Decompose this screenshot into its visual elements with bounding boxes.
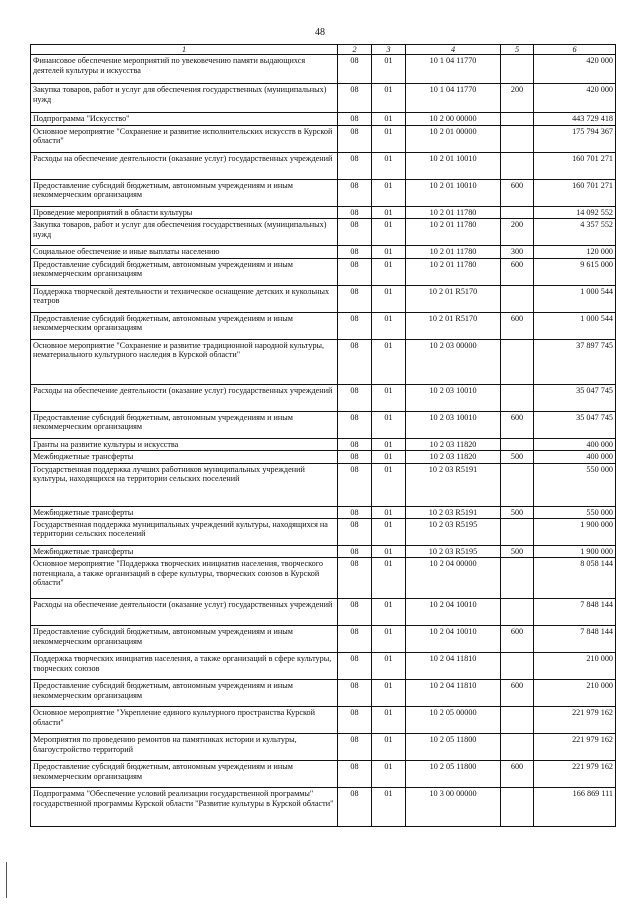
row-expense-type: 500 (501, 506, 534, 518)
row-name: Гранты на развитие культуры и искусства (31, 438, 338, 450)
row-expense-type: 500 (501, 451, 534, 463)
table-row (31, 55, 616, 84)
table-row (31, 451, 616, 463)
row-subsection: 01 (372, 384, 406, 411)
row-target-article: 10 2 01 11780 (406, 246, 501, 258)
row-subsection: 01 (372, 761, 406, 788)
row-section: 08 (338, 626, 372, 653)
row-subsection: 01 (372, 558, 406, 599)
row-amount: 221 979 162 (534, 734, 616, 761)
row-name: Финансовое обеспечение мероприятий по увековечению памяти выдающихся деятелей культуры и искусства (31, 55, 338, 84)
header-col-4: 4 (406, 45, 501, 55)
row-target-article: 10 2 04 00000 (406, 558, 501, 599)
table-body (31, 55, 616, 827)
table-row (31, 246, 616, 258)
row-amount: 14 092 552 (534, 206, 616, 218)
row-subsection: 01 (372, 55, 406, 84)
row-section: 08 (338, 125, 372, 152)
row-subsection: 01 (372, 206, 406, 218)
row-expense-type (501, 788, 534, 827)
table-row (31, 113, 616, 125)
row-subsection: 01 (372, 451, 406, 463)
row-expense-type (501, 339, 534, 384)
row-amount: 175 794 367 (534, 125, 616, 152)
row-amount: 210 000 (534, 680, 616, 707)
header-col-3: 3 (372, 45, 406, 55)
row-subsection: 01 (372, 518, 406, 545)
row-expense-type (501, 518, 534, 545)
row-amount: 7 848 144 (534, 626, 616, 653)
row-expense-type (501, 125, 534, 152)
row-subsection: 01 (372, 219, 406, 246)
row-expense-type: 600 (501, 411, 534, 438)
row-section: 08 (338, 179, 372, 206)
row-target-article: 10 2 03 R5195 (406, 545, 501, 557)
row-subsection: 01 (372, 506, 406, 518)
row-section: 08 (338, 411, 372, 438)
row-name: Расходы на обеспечение деятельности (оказание услуг) государственных учреждений (31, 152, 338, 179)
row-expense-type: 600 (501, 680, 534, 707)
row-name: Предоставление субсидий бюджетным, автономным учреждениям и иным некоммерческим организациям (31, 411, 338, 438)
row-target-article: 10 2 01 11780 (406, 219, 501, 246)
row-subsection: 01 (372, 653, 406, 680)
row-name: Межбюджетные трансферты (31, 451, 338, 463)
row-name: Мероприятия по проведению ремонтов на памятниках истории и культуры, благоустройство территорий (31, 734, 338, 761)
row-subsection: 01 (372, 599, 406, 626)
row-target-article: 10 2 04 10010 (406, 599, 501, 626)
row-target-article: 10 3 00 00000 (406, 788, 501, 827)
row-name: Подпрограмма "Искусство" (31, 113, 338, 125)
row-subsection: 01 (372, 707, 406, 734)
row-subsection: 01 (372, 285, 406, 312)
row-expense-type (501, 463, 534, 506)
row-subsection: 01 (372, 463, 406, 506)
row-name: Основное мероприятие "Поддержка творческих инициатив населения, творческого потенциала, а также организаций в сфере культуры, творческих союзов в Курской области" (31, 558, 338, 599)
row-name: Закупка товаров, работ и услуг для обеспечения государственных (муниципальных) нужд (31, 219, 338, 246)
table-row (31, 206, 616, 218)
row-subsection: 01 (372, 626, 406, 653)
table-row (31, 84, 616, 113)
row-amount: 8 058 144 (534, 558, 616, 599)
row-expense-type (501, 653, 534, 680)
row-subsection: 01 (372, 734, 406, 761)
table-row (31, 680, 616, 707)
row-expense-type (501, 558, 534, 599)
row-expense-type: 200 (501, 219, 534, 246)
table-row (31, 599, 616, 626)
row-subsection: 01 (372, 438, 406, 450)
row-amount: 1 900 000 (534, 545, 616, 557)
row-section: 08 (338, 438, 372, 450)
row-name: Закупка товаров, работ и услуг для обеспечения государственных (муниципальных) нужд (31, 84, 338, 113)
row-expense-type (501, 438, 534, 450)
row-section: 08 (338, 339, 372, 384)
row-subsection: 01 (372, 258, 406, 285)
row-target-article: 10 2 03 10010 (406, 411, 501, 438)
row-target-article: 10 1 04 11770 (406, 55, 501, 84)
row-subsection: 01 (372, 113, 406, 125)
table-row (31, 734, 616, 761)
table-row (31, 285, 616, 312)
row-amount: 420 000 (534, 84, 616, 113)
row-name: Государственная поддержка лучших работников муниципальных учреждений культуры, находящихся на территории сельских поселений (31, 463, 338, 506)
header-col-5: 5 (501, 45, 534, 55)
row-target-article: 10 2 03 00000 (406, 339, 501, 384)
row-expense-type (501, 707, 534, 734)
row-amount: 4 357 552 (534, 219, 616, 246)
budget-table (30, 44, 616, 827)
row-amount: 1 000 544 (534, 285, 616, 312)
row-section: 08 (338, 312, 372, 339)
row-target-article: 10 1 04 11770 (406, 84, 501, 113)
table-row (31, 219, 616, 246)
row-subsection: 01 (372, 179, 406, 206)
row-section: 08 (338, 152, 372, 179)
row-subsection: 01 (372, 339, 406, 384)
row-section: 08 (338, 734, 372, 761)
row-section: 08 (338, 285, 372, 312)
row-section: 08 (338, 463, 372, 506)
row-amount: 160 701 271 (534, 179, 616, 206)
row-subsection: 01 (372, 545, 406, 557)
row-target-article: 10 2 01 11780 (406, 206, 501, 218)
table-row (31, 339, 616, 384)
row-amount: 400 000 (534, 438, 616, 450)
row-section: 08 (338, 384, 372, 411)
row-section: 08 (338, 788, 372, 827)
row-name: Расходы на обеспечение деятельности (оказание услуг) государственных учреждений (31, 599, 338, 626)
row-name: Проведение мероприятий в области культуры (31, 206, 338, 218)
row-expense-type: 200 (501, 84, 534, 113)
table-row (31, 179, 616, 206)
row-amount: 400 000 (534, 451, 616, 463)
row-subsection: 01 (372, 312, 406, 339)
row-target-article: 10 2 01 11780 (406, 258, 501, 285)
row-subsection: 01 (372, 84, 406, 113)
row-expense-type (501, 206, 534, 218)
table-row (31, 788, 616, 827)
row-name: Социальное обеспечение и иные выплаты населению (31, 246, 338, 258)
row-expense-type: 300 (501, 246, 534, 258)
row-expense-type (501, 152, 534, 179)
row-expense-type: 600 (501, 258, 534, 285)
row-name: Основное мероприятие "Сохранение и развитие традиционной народной культуры, нематериального культурного наследия в Курской области" (31, 339, 338, 384)
page-number: 48 (315, 27, 325, 38)
row-section: 08 (338, 558, 372, 599)
table-row (31, 258, 616, 285)
row-expense-type (501, 55, 534, 84)
row-amount: 35 047 745 (534, 411, 616, 438)
row-section: 08 (338, 707, 372, 734)
row-expense-type (501, 384, 534, 411)
row-target-article: 10 2 03 R5195 (406, 518, 501, 545)
table-row (31, 545, 616, 557)
row-amount: 221 979 162 (534, 707, 616, 734)
row-section: 08 (338, 653, 372, 680)
row-target-article: 10 2 04 11810 (406, 680, 501, 707)
row-name: Предоставление субсидий бюджетным, автономным учреждениям и иным некоммерческим организациям (31, 258, 338, 285)
row-subsection: 01 (372, 411, 406, 438)
table-row (31, 411, 616, 438)
row-target-article: 10 2 03 10010 (406, 384, 501, 411)
row-amount: 37 897 745 (534, 339, 616, 384)
row-amount: 7 848 144 (534, 599, 616, 626)
row-target-article: 10 2 04 10010 (406, 626, 501, 653)
row-name: Поддержка творческих инициатив населения, а также организаций в сфере культуры, творческих союзов (31, 653, 338, 680)
header-col-2: 2 (338, 45, 372, 55)
row-name: Основное мероприятие "Укрепление единого культурного пространства Курской области" (31, 707, 338, 734)
row-amount: 9 615 000 (534, 258, 616, 285)
row-target-article: 10 2 03 R5191 (406, 506, 501, 518)
header-row (31, 45, 616, 55)
row-amount: 160 701 271 (534, 152, 616, 179)
row-expense-type (501, 599, 534, 626)
row-name: Межбюджетные трансферты (31, 545, 338, 557)
table-row (31, 653, 616, 680)
row-section: 08 (338, 761, 372, 788)
row-section: 08 (338, 545, 372, 557)
row-expense-type (501, 113, 534, 125)
row-section: 08 (338, 599, 372, 626)
row-amount: 120 000 (534, 246, 616, 258)
row-expense-type: 600 (501, 179, 534, 206)
table-row (31, 438, 616, 450)
row-section: 08 (338, 219, 372, 246)
row-name: Подпрограмма "Обеспечение условий реализации государственной программы" государственной программы Курской области "Развитие культуры в Курской области" (31, 788, 338, 827)
row-target-article: 10 2 05 11800 (406, 734, 501, 761)
row-expense-type: 600 (501, 312, 534, 339)
row-section: 08 (338, 55, 372, 84)
table-row (31, 626, 616, 653)
row-amount: 1 000 544 (534, 312, 616, 339)
row-amount: 550 000 (534, 506, 616, 518)
row-section: 08 (338, 506, 372, 518)
table-header (31, 45, 616, 55)
scan-edge-mark (6, 862, 7, 898)
row-target-article: 10 2 01 R5170 (406, 312, 501, 339)
row-expense-type: 600 (501, 761, 534, 788)
header-col-1: 1 (31, 45, 338, 55)
row-section: 08 (338, 258, 372, 285)
row-expense-type (501, 285, 534, 312)
row-expense-type: 600 (501, 626, 534, 653)
row-target-article: 10 2 05 11800 (406, 761, 501, 788)
row-amount: 166 869 111 (534, 788, 616, 827)
row-amount: 550 000 (534, 463, 616, 506)
row-name: Расходы на обеспечение деятельности (оказание услуг) государственных учреждений (31, 384, 338, 411)
table-row (31, 125, 616, 152)
row-expense-type: 500 (501, 545, 534, 557)
row-name: Предоставление субсидий бюджетным, автономным учреждениям и иным некоммерческим организациям (31, 179, 338, 206)
row-section: 08 (338, 680, 372, 707)
row-name: Предоставление субсидий бюджетным, автономным учреждениям и иным некоммерческим организациям (31, 761, 338, 788)
row-section: 08 (338, 206, 372, 218)
row-name: Предоставление субсидий бюджетным, автономным учреждениям и иным некоммерческим организациям (31, 680, 338, 707)
row-section: 08 (338, 451, 372, 463)
row-target-article: 10 2 01 00000 (406, 125, 501, 152)
row-target-article: 10 2 04 11810 (406, 653, 501, 680)
row-target-article: 10 2 03 11820 (406, 451, 501, 463)
table-row (31, 312, 616, 339)
row-target-article: 10 2 03 R5191 (406, 463, 501, 506)
table-row (31, 761, 616, 788)
row-subsection: 01 (372, 788, 406, 827)
table-row (31, 518, 616, 545)
table-row (31, 707, 616, 734)
row-subsection: 01 (372, 680, 406, 707)
row-subsection: 01 (372, 125, 406, 152)
row-target-article: 10 2 01 10010 (406, 179, 501, 206)
row-amount: 210 000 (534, 653, 616, 680)
row-subsection: 01 (372, 246, 406, 258)
row-target-article: 10 2 03 11820 (406, 438, 501, 450)
row-name: Предоставление субсидий бюджетным, автономным учреждениям и иным некоммерческим организациям (31, 626, 338, 653)
row-expense-type (501, 734, 534, 761)
row-target-article: 10 2 05 00000 (406, 707, 501, 734)
row-amount: 221 979 162 (534, 761, 616, 788)
row-name: Межбюджетные трансферты (31, 506, 338, 518)
row-subsection: 01 (372, 152, 406, 179)
row-name: Предоставление субсидий бюджетным, автономным учреждениям и иным некоммерческим организациям (31, 312, 338, 339)
row-name: Основное мероприятие "Сохранение и развитие исполнительских искусств в Курской области" (31, 125, 338, 152)
row-amount: 443 729 418 (534, 113, 616, 125)
row-amount: 420 000 (534, 55, 616, 84)
table-row (31, 384, 616, 411)
row-amount: 35 047 745 (534, 384, 616, 411)
table-row (31, 463, 616, 506)
header-col-6: 6 (534, 45, 616, 55)
row-target-article: 10 2 01 R5170 (406, 285, 501, 312)
row-target-article: 10 2 00 00000 (406, 113, 501, 125)
row-section: 08 (338, 518, 372, 545)
row-name: Государственная поддержка муниципальных учреждений культуры, находящихся на территории сельских поселений (31, 518, 338, 545)
table-row (31, 506, 616, 518)
row-section: 08 (338, 84, 372, 113)
row-section: 08 (338, 246, 372, 258)
row-amount: 1 900 000 (534, 518, 616, 545)
table-row (31, 152, 616, 179)
table-row (31, 558, 616, 599)
row-name: Поддержка творческой деятельности и техническое оснащение детских и кукольных театров (31, 285, 338, 312)
row-section: 08 (338, 113, 372, 125)
row-target-article: 10 2 01 10010 (406, 152, 501, 179)
